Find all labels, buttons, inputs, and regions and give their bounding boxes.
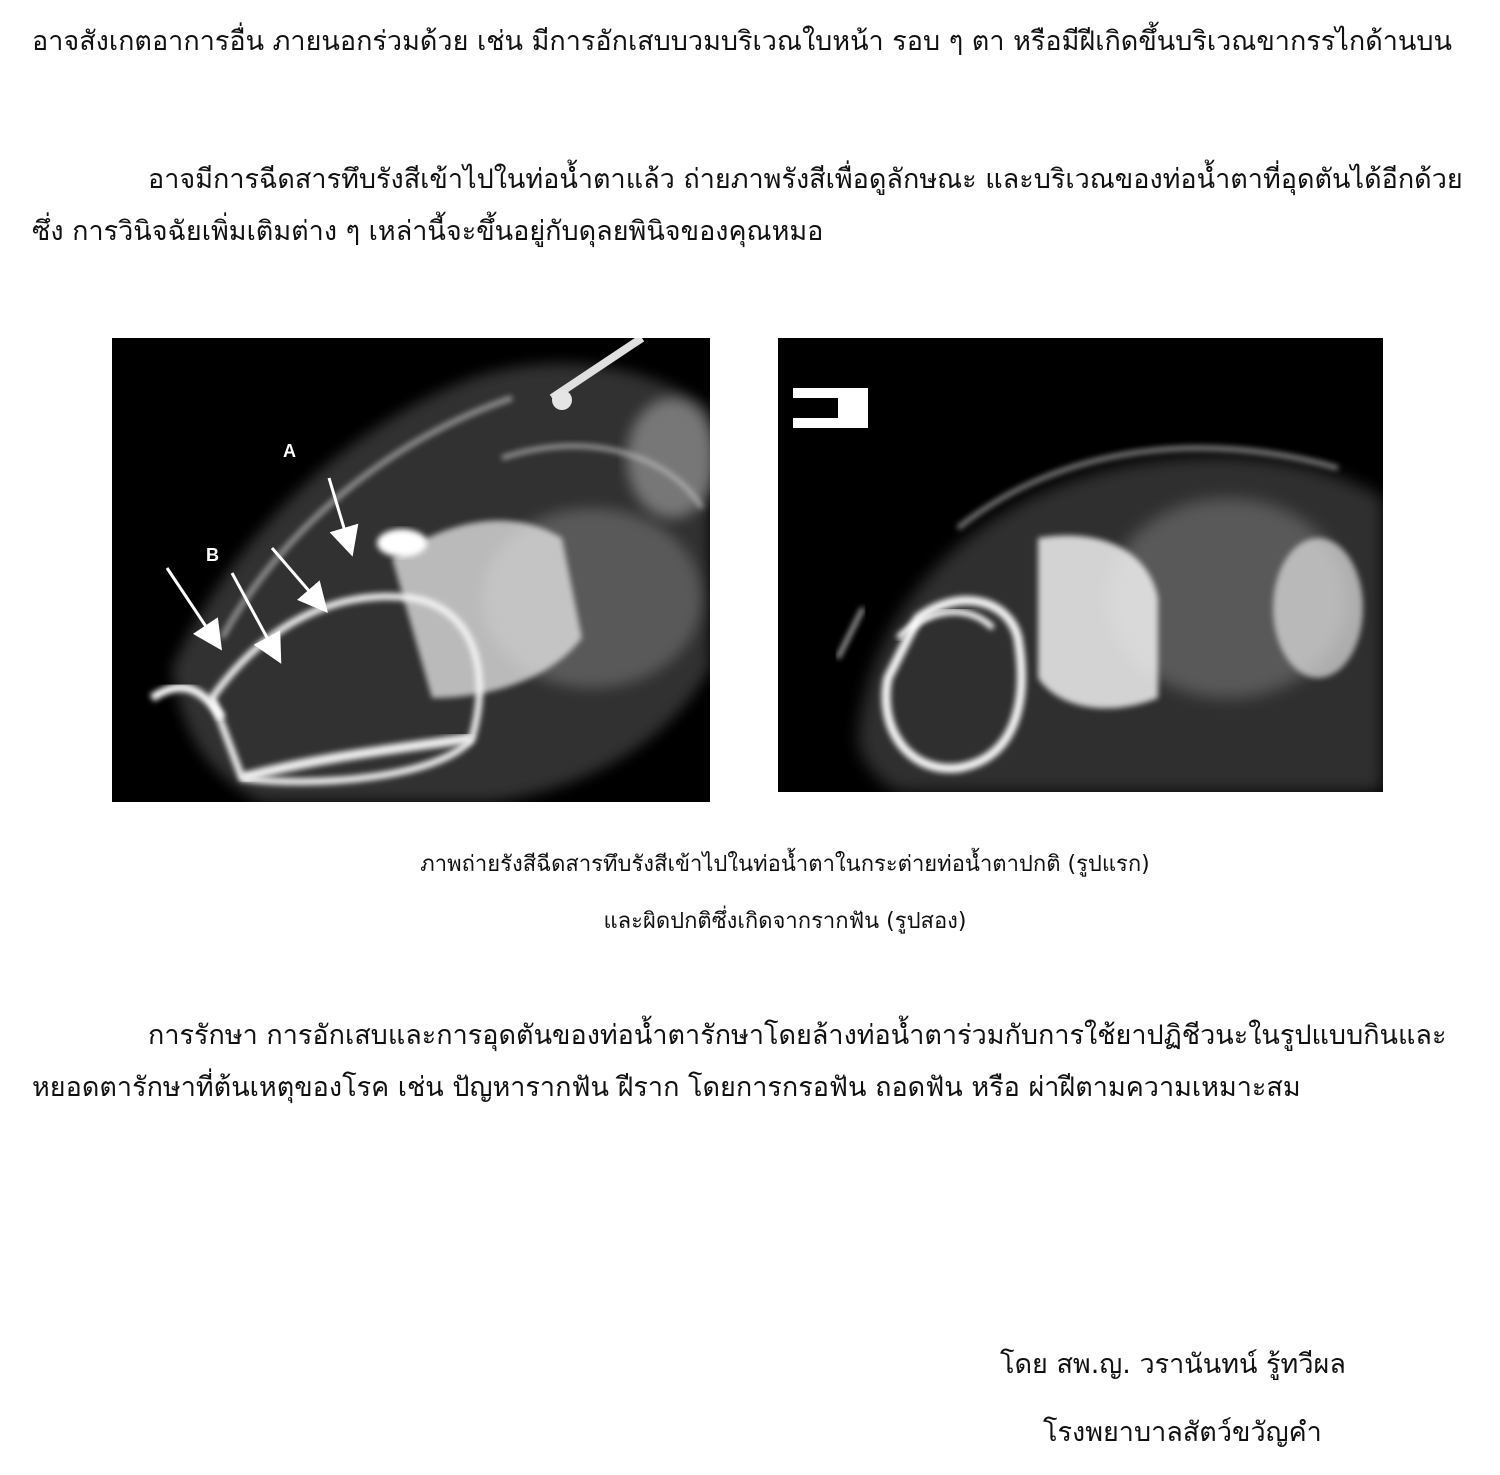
paragraph-symptoms: อาจสังเกตอาการอื่น ภายนอกร่วมด้วย เช่น มีการอักเสบบวมบริเวณใบหน้า รอบ ๆ ตา หรือมีฝีเกิดขึ้นบริเวณขากรรไกด้านบน (32, 26, 1452, 57)
xray-label-a: A (283, 441, 296, 461)
xray-image-normal (112, 338, 710, 802)
signature-author: โดย สพ.ญ. วรานันทน์ รู้ทวีผล (1000, 1349, 1346, 1380)
figure-caption-line2: และผิดปกติซึ่งเกิดจากรากฟัน (รูปสอง) (603, 909, 967, 934)
signature-hospital: โรงพยาบาลสัตว์ขวัญคำ (1043, 1417, 1322, 1448)
xray-label-b: B (206, 545, 219, 565)
xray-image-abnormal (778, 338, 1383, 792)
xray-marker-r-icon (793, 388, 868, 428)
figure-caption-line1: ภาพถ่ายรังสีฉีดสารทึบรังสีเข้าไปในท่อน้ำตาในกระต่ายท่อน้ำตาปกติ (รูปแรก) (420, 852, 1150, 877)
paragraph-treatment: การรักษา การอักเสบและการอุดตันของท่อน้ำตารักษาโดยล้างท่อน้ำตาร่วมกับการใช้ยาปฏิชีวนะในรูปแบบกินและหยอดตารักษาที่ต้นเหตุของโรค เช่น ปัญหารากฟัน ฝีราก โดยการกรอฟัน ถอดฟัน หรือ ผ่าฝีตามความเหมาะสม (32, 1020, 1447, 1103)
paragraph-diagnosis: อาจมีการฉีดสารทึบรังสีเข้าไปในท่อน้ำตาแล้ว ถ่ายภาพรังสีเพื่อดูลักษณะ และบริเวณของท่อน้ำตาที่อุดตันได้อีกด้วย ซึ่ง การวินิจฉัยเพิ่มเติมต่าง ๆ เหล่านี้จะขึ้นอยู่กับดุลยพินิจของคุณหมอ (32, 164, 1463, 247)
xray-normal-drawing (112, 338, 710, 802)
xray-abnormal-drawing (778, 338, 1383, 792)
